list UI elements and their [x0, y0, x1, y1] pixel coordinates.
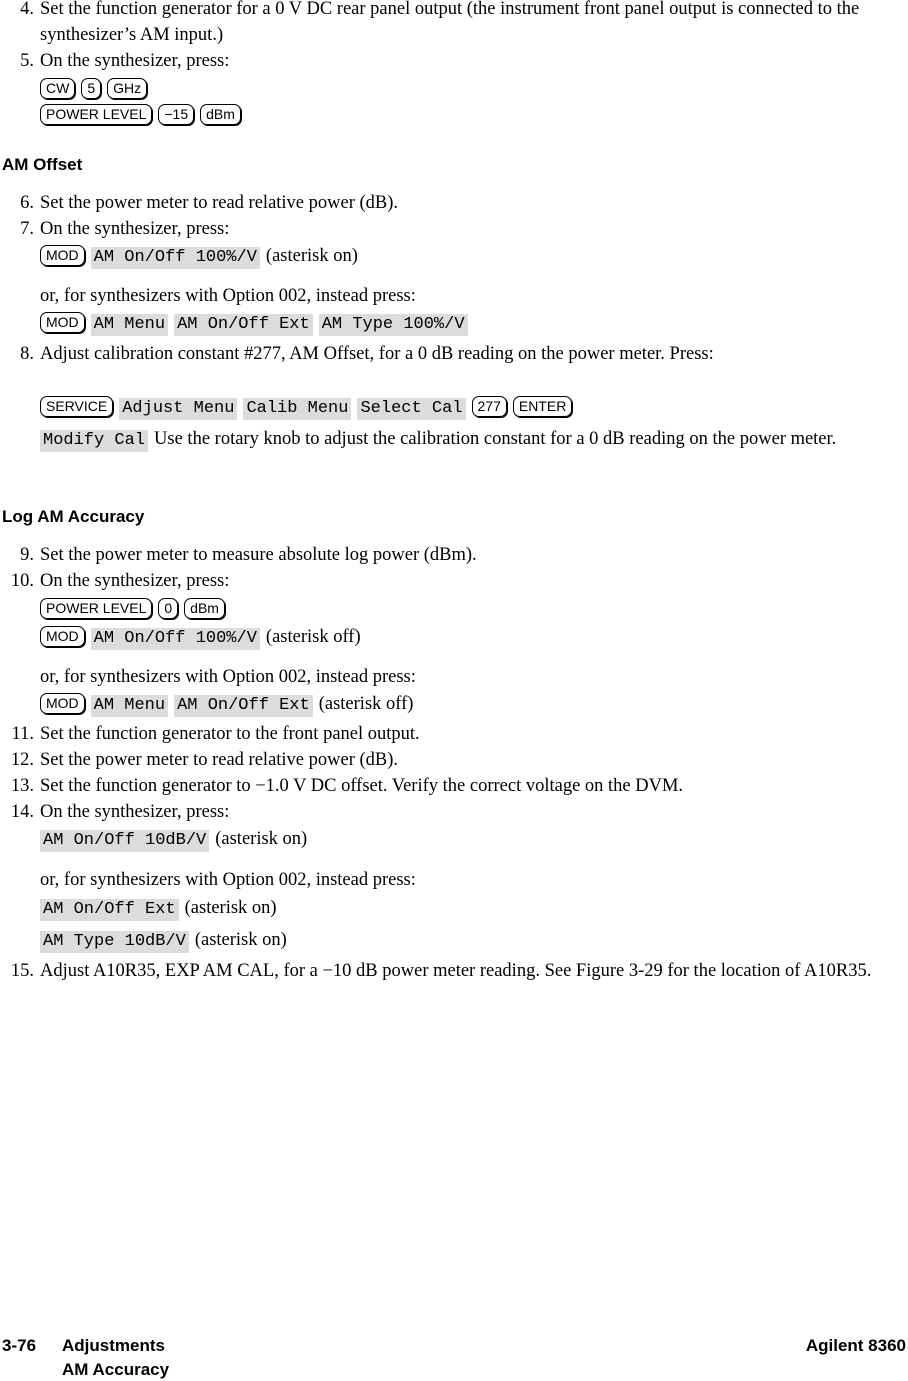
- step-11: [6, 721, 901, 747]
- step-number: 15.: [10, 961, 34, 981]
- step-number: 14.: [10, 802, 34, 822]
- step-text: Set the function generator to the front panel output.: [40, 724, 420, 744]
- section-heading-am-offset: AM Offset: [2, 155, 83, 174]
- keys-line: [40, 310, 474, 336]
- alt-instruction: or, for synthesizers with Option 002, instead press:: [40, 870, 416, 890]
- step-7: [6, 216, 901, 242]
- keys-line: [40, 624, 361, 650]
- step-15: [6, 958, 901, 984]
- am-on-off-100-softkey[interactable]: AM On/Off 100%/V: [91, 247, 260, 269]
- keys-line: [40, 394, 578, 420]
- footer-page-number: 3-76: [2, 1336, 37, 1355]
- step-text: On the synthesizer, press:: [40, 51, 230, 71]
- enter-key[interactable]: ENTER: [513, 396, 572, 417]
- step-number: 13.: [10, 776, 34, 796]
- keys-line: [40, 243, 358, 269]
- am-menu-softkey[interactable]: AM Menu: [91, 695, 168, 717]
- note: (asterisk off): [318, 694, 414, 714]
- step-number: 6.: [20, 193, 34, 213]
- step-number: 7.: [20, 219, 34, 239]
- keys-line: [40, 826, 307, 852]
- power-level-key[interactable]: POWER LEVEL: [40, 598, 152, 619]
- step-number: 8.: [20, 344, 34, 364]
- keys-line: [40, 76, 153, 102]
- note: (asterisk on): [184, 898, 277, 918]
- step-14: [6, 799, 901, 825]
- am-on-off-ext-softkey[interactable]: AM On/Off Ext: [40, 899, 179, 921]
- footer-product: Agilent 8360: [805, 1336, 906, 1355]
- select-cal-softkey[interactable]: Select Cal: [357, 398, 465, 420]
- digit-5-key[interactable]: 5: [81, 78, 101, 99]
- keys-line: [40, 102, 247, 128]
- step-number: 9.: [20, 545, 34, 565]
- am-on-off-10db-softkey[interactable]: AM On/Off 10dB/V: [40, 830, 209, 852]
- service-key[interactable]: SERVICE: [40, 396, 113, 417]
- keys-line: [40, 927, 287, 953]
- alt-instruction: or, for synthesizers with Option 002, instead press:: [40, 667, 416, 687]
- step-text: Set the power meter to measure absolute log power (dBm).: [40, 545, 477, 565]
- note: (asterisk off): [265, 627, 361, 647]
- note: (asterisk on): [194, 930, 287, 950]
- step-text: Set the function generator for a 0 V DC rear panel output (the instrument front panel output is connected to the synthesizer’s AM input.): [40, 0, 860, 45]
- step-text: On the synthesizer, press:: [40, 802, 230, 822]
- section-heading-log-am-accuracy: Log AM Accuracy: [2, 507, 145, 526]
- step-8: [6, 341, 901, 367]
- step-text: Set the function generator to −1.0 V DC offset. Verify the correct voltage on the DVM.: [40, 776, 684, 796]
- step-number: 10.: [10, 571, 34, 591]
- dbm-key[interactable]: dBm: [200, 104, 241, 125]
- mod-key[interactable]: MOD: [40, 312, 85, 333]
- step-text: Set the power meter to read relative power (dB).: [40, 193, 399, 213]
- am-type-10db-softkey[interactable]: AM Type 10dB/V: [40, 931, 189, 953]
- am-on-off-ext-softkey[interactable]: AM On/Off Ext: [174, 314, 313, 336]
- step-text: On the synthesizer, press:: [40, 571, 230, 591]
- am-on-off-ext-softkey[interactable]: AM On/Off Ext: [174, 695, 313, 717]
- keys-line: [40, 895, 277, 921]
- step-6: [6, 190, 901, 216]
- step-9: [6, 542, 901, 568]
- power-level-key[interactable]: POWER LEVEL: [40, 104, 152, 125]
- note: (asterisk on): [215, 829, 308, 849]
- modify-cal-text: Use the rotary knob to adjust the calibration constant for a 0 dB reading on the power meter.: [154, 429, 837, 449]
- step-text: On the synthesizer, press:: [40, 219, 230, 239]
- am-menu-softkey[interactable]: AM Menu: [91, 314, 168, 336]
- modify-cal-instruction: [40, 426, 902, 452]
- step-text: Set the power meter to read relative power (dB).: [40, 750, 399, 770]
- am-type-100-softkey[interactable]: AM Type 100%/V: [319, 314, 468, 336]
- digit-0-key[interactable]: 0: [158, 598, 178, 619]
- adjust-menu-softkey[interactable]: Adjust Menu: [119, 398, 237, 420]
- keys-line: [40, 691, 413, 717]
- step-number: 4.: [20, 0, 34, 19]
- digits-277-key[interactable]: 277: [472, 396, 507, 417]
- step-12: [6, 747, 901, 773]
- alt-instruction: or, for synthesizers with Option 002, instead press:: [40, 286, 416, 306]
- step-10: [6, 568, 901, 594]
- mod-key[interactable]: MOD: [40, 626, 85, 647]
- mod-key[interactable]: MOD: [40, 693, 85, 714]
- dbm-key[interactable]: dBm: [184, 598, 225, 619]
- step-number: 5.: [20, 51, 34, 71]
- mod-key[interactable]: MOD: [40, 245, 85, 266]
- step-number: 12.: [10, 750, 34, 770]
- step-5: [6, 48, 901, 74]
- step-4: [6, 0, 901, 48]
- minus-15-key[interactable]: −15: [158, 104, 194, 125]
- calib-menu-softkey[interactable]: Calib Menu: [243, 398, 351, 420]
- footer-section: AM Accuracy: [62, 1360, 170, 1379]
- ghz-key[interactable]: GHz: [107, 78, 147, 99]
- step-text: Adjust A10R35, EXP AM CAL, for a −10 dB power meter reading. See Figure 3-29 for the location of A10R35.: [40, 961, 872, 981]
- footer-chapter: Adjustments: [62, 1336, 165, 1355]
- step-13: [6, 773, 901, 799]
- am-on-off-100-softkey[interactable]: AM On/Off 100%/V: [91, 628, 260, 650]
- step-number: 11.: [11, 724, 34, 744]
- note: (asterisk on): [265, 246, 358, 266]
- cw-key[interactable]: CW: [40, 78, 75, 99]
- keys-line: [40, 596, 231, 622]
- modify-cal-softkey[interactable]: Modify Cal: [40, 430, 148, 452]
- step-text: Adjust calibration constant #277, AM Offset, for a 0 dB reading on the power meter. Press:: [40, 344, 714, 364]
